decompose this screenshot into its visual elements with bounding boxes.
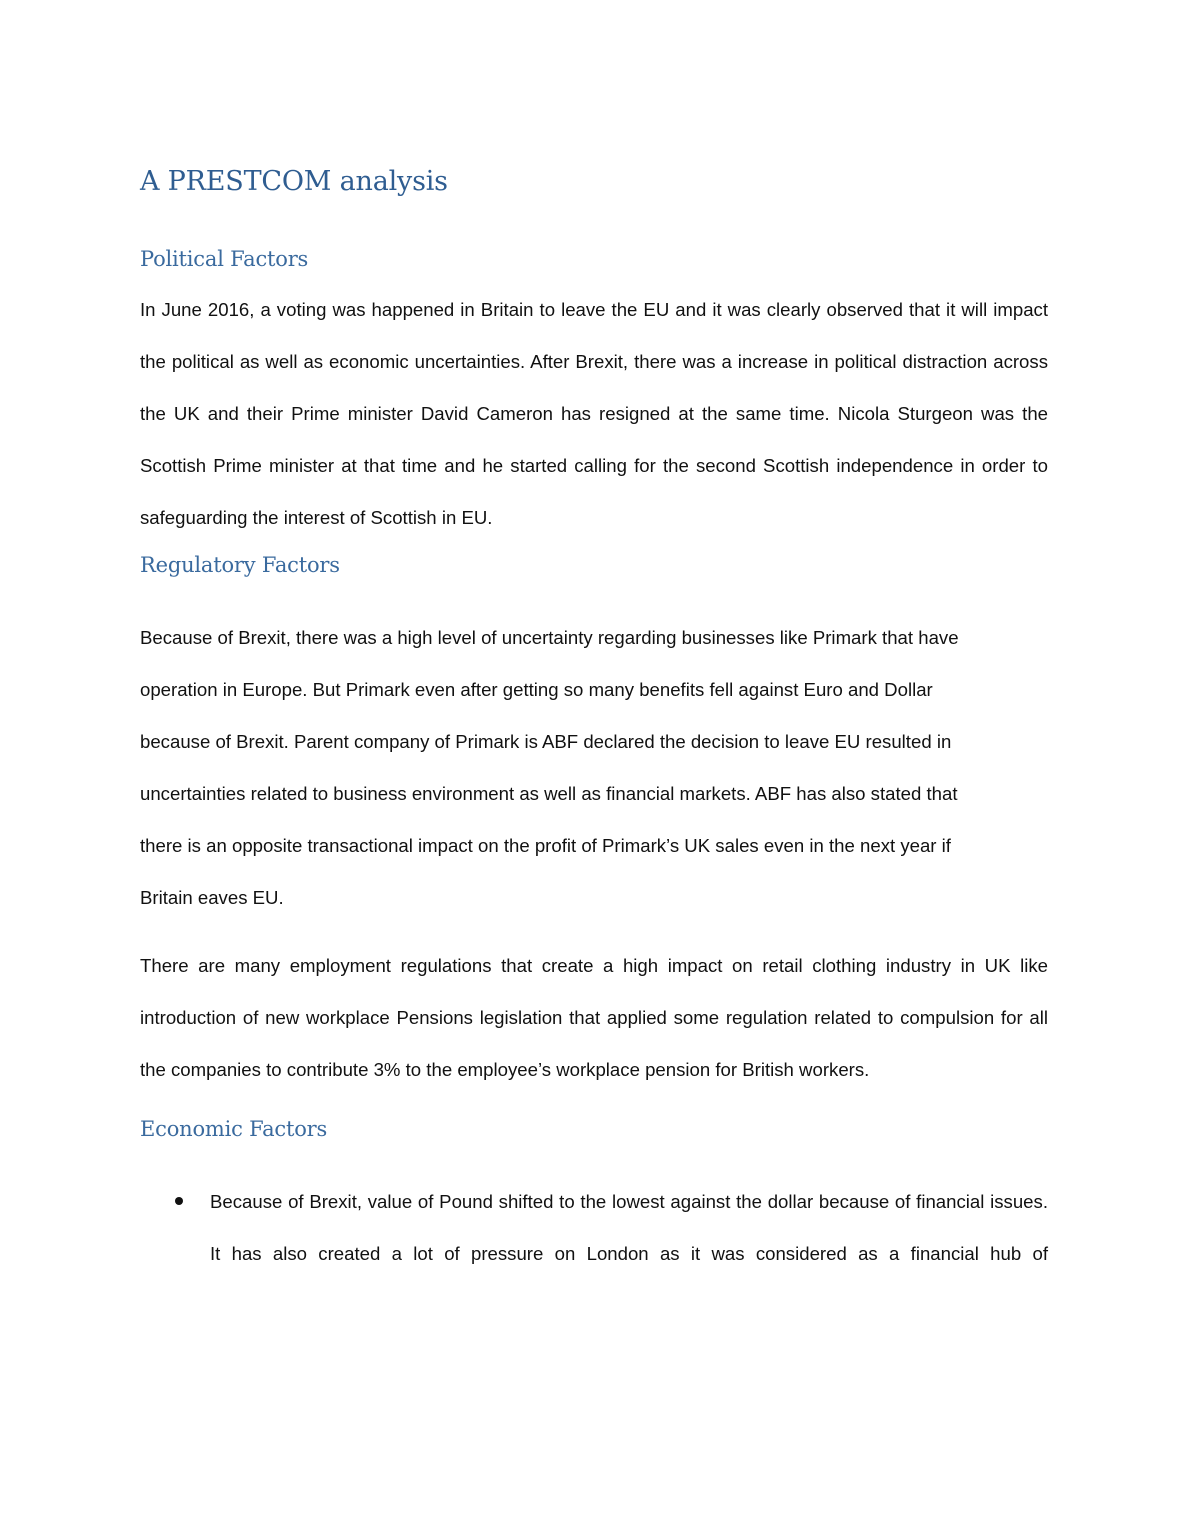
document-title: A PRESTCOM analysis [140,166,448,197]
economic-factors-heading: Economic Factors [140,1117,328,1141]
regulatory-line: there is an opposite transactional impact on the profit of Primark’s UK sales even in the next year if [140,835,951,856]
political-factors-heading: Political Factors [140,247,309,271]
economic-bullet-text: Because of Brexit, value of Pound shifted to the lowest against the dollar because of financial issues. It has also created a lot of pressure on London as it was considered as a financial hub of [210,1191,1048,1264]
bullet-icon [175,1197,183,1205]
regulatory-line: Because of Brexit, there was a high level of uncertainty regarding businesses like Primark that have [140,627,959,648]
document-body [140,162,1048,1280]
regulatory-line: operation in Europe. But Primark even after getting so many benefits fell against Euro and Dollar [140,679,933,700]
economic-factors-list [140,1176,1048,1280]
regulatory-line: uncertainties related to business environment as well as financial markets. ABF has also stated that [140,783,958,804]
employment-regulations-paragraph: There are many employment regulations that create a high impact on retail clothing industry in UK like introduction of new workplace Pensions legislation that applied some regulation related to compulsion for all the companies to contribute 3% to the employee’s workplace pension for British workers. [140,955,1048,1080]
political-factors-paragraph: In June 2016, a voting was happened in Britain to leave the EU and it was clearly observed that it will impact the political as well as economic uncertainties. After Brexit, there was a increase in political distraction across the UK and their Prime minister David Cameron has resigned at the same time. Nicola Sturgeon was the Scottish Prime minister at that time and he started calling for the second Scottish independence in order to safeguarding the interest of Scottish in EU. [140,299,1048,528]
regulatory-factors-heading: Regulatory Factors [140,553,340,577]
regulatory-line: Britain eaves EU. [140,887,284,908]
list-item [140,1176,1048,1280]
regulatory-factors-paragraph [140,612,1048,924]
regulatory-line: because of Brexit. Parent company of Primark is ABF declared the decision to leave EU resulted in [140,731,952,752]
